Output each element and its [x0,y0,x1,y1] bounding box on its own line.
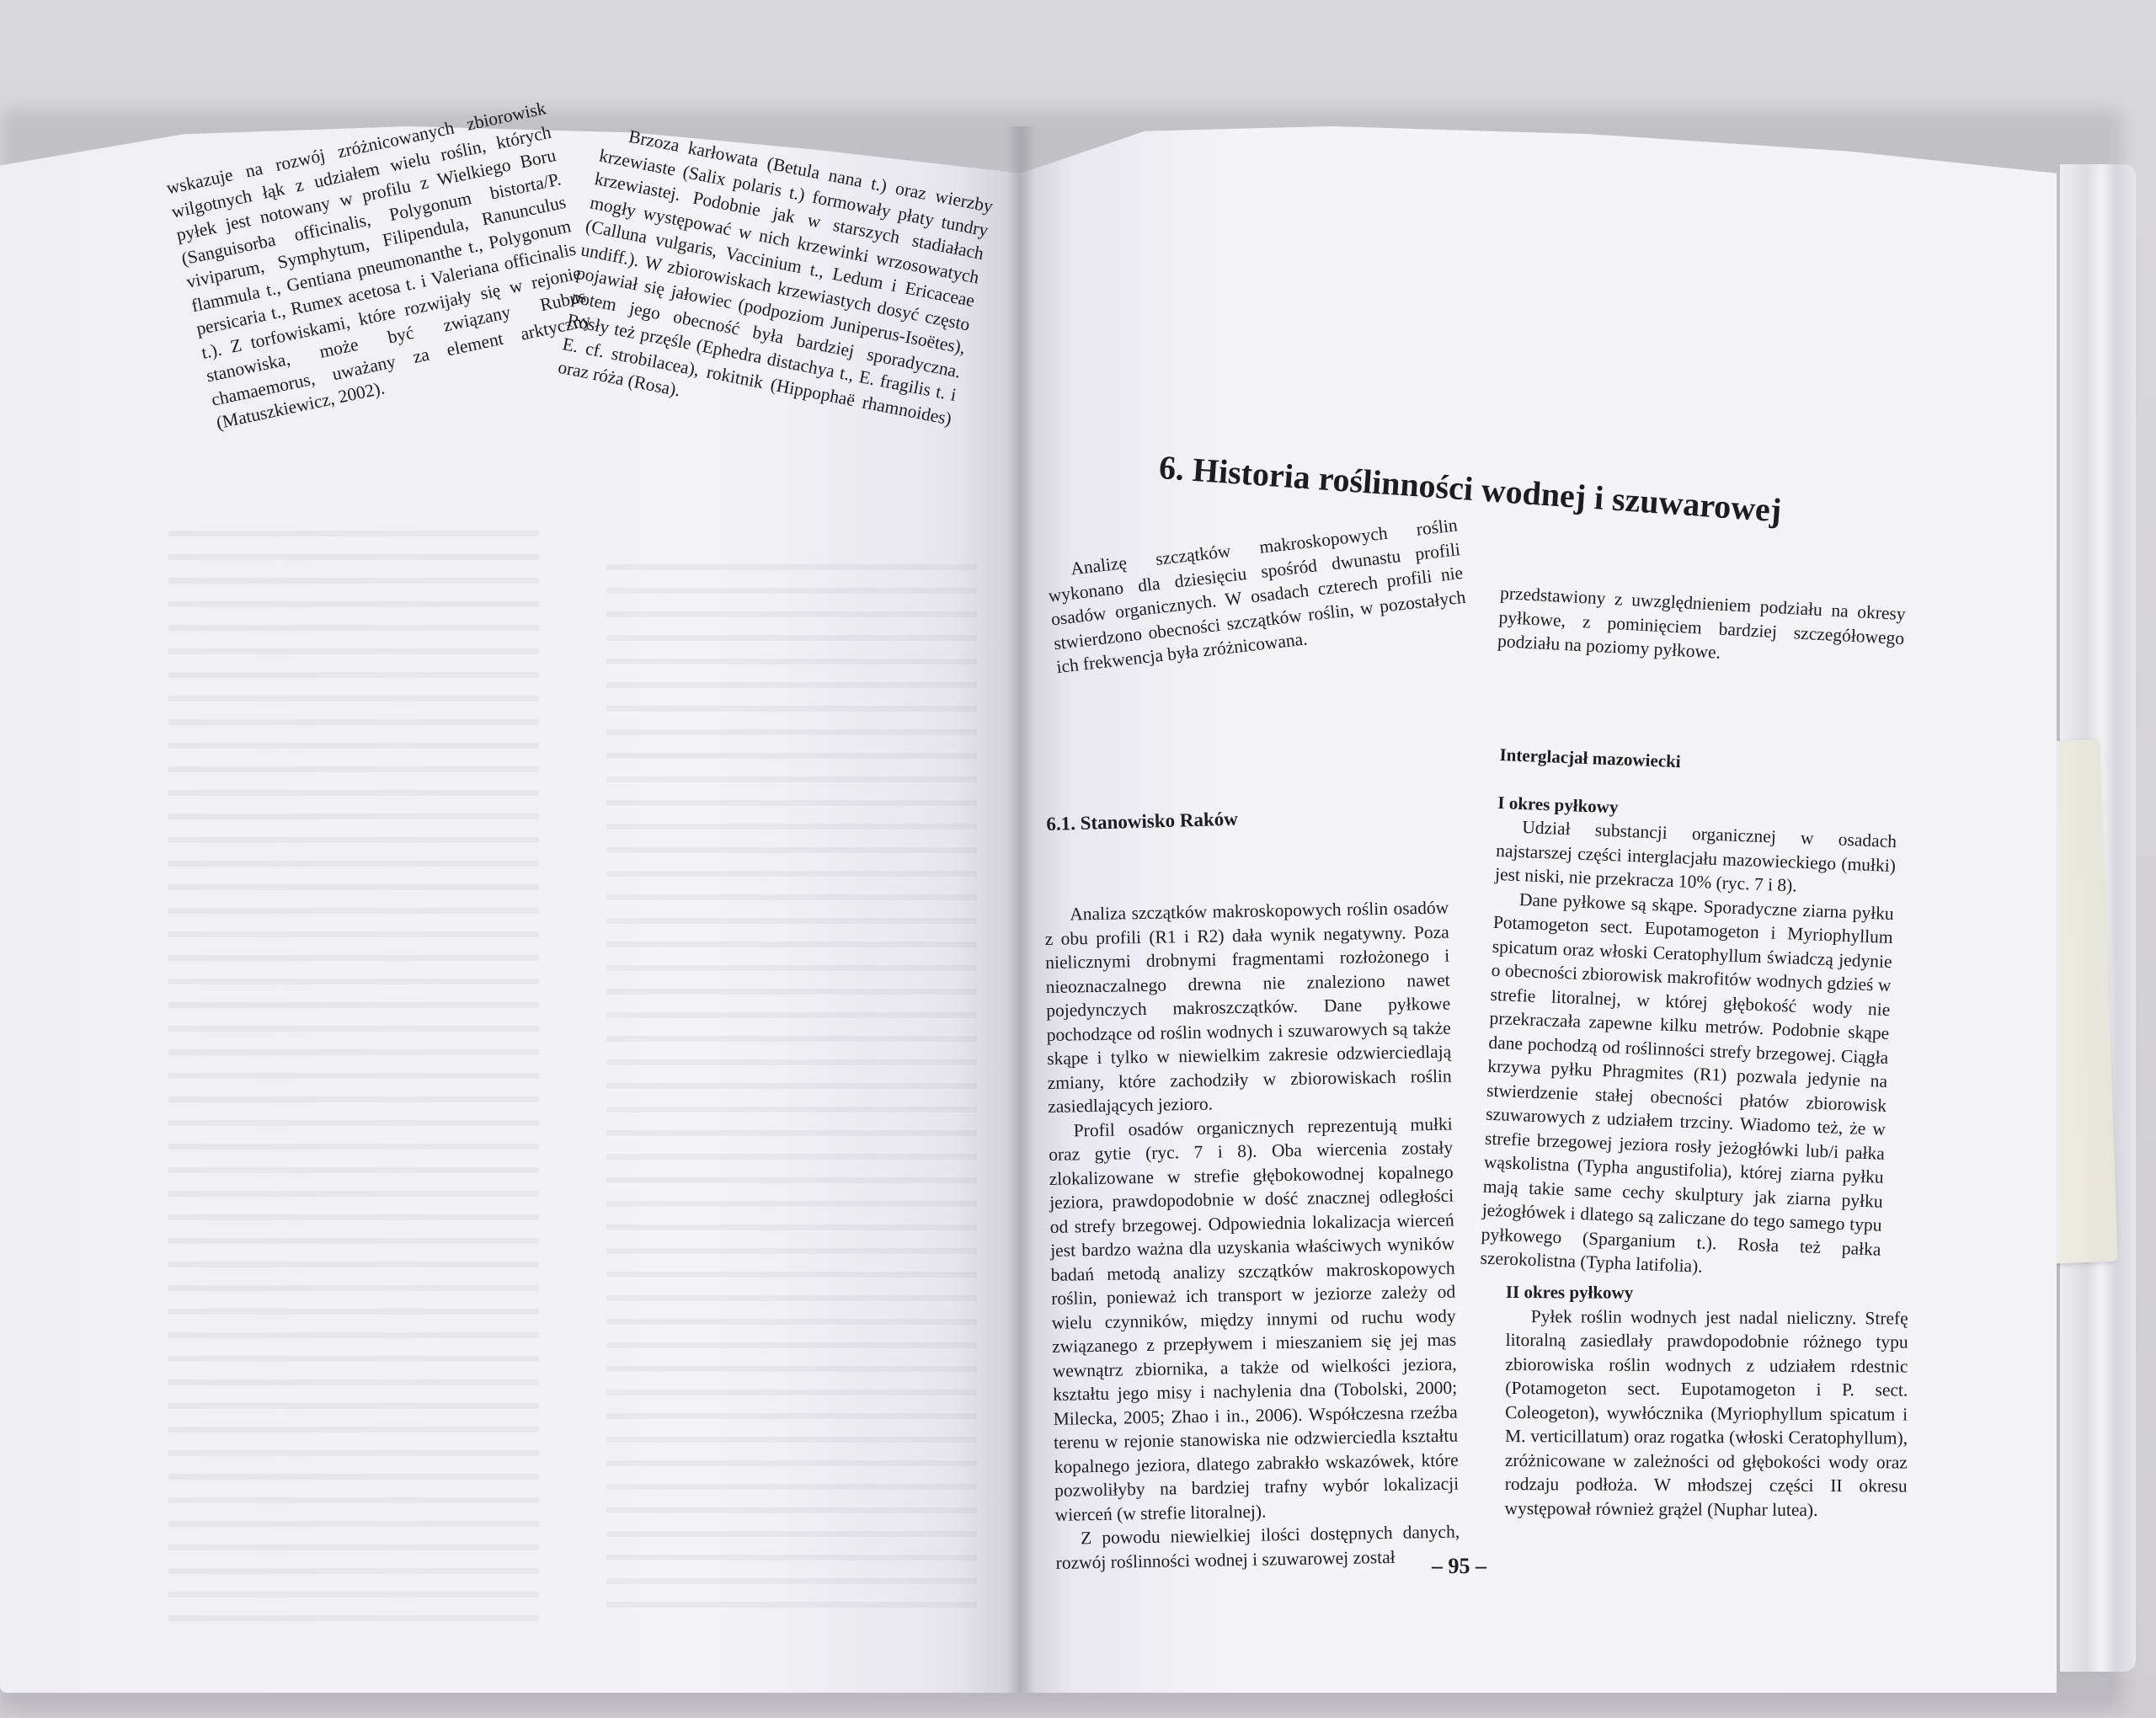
period-1-heading: I okres pyłkowy [1497,792,1619,817]
bleed-through-text [606,564,977,1625]
period-1-paragraph-2: Dane pyłkowe są skąpe. Sporadyczne ziarna pyłku Potamogeton sect. Eupotamogeton i Myriophyllum spicatum oraz włoski Ceratophyllum świadczą jedynie o obecności zbiorowisk makrofitów wodnych gdzieś w strefie litoralnej, w której głębokość wody nie przekraczała zapewne kilku metrów. Podobnie skąpe dane pochodzą od roślinności strefy brzegowej. Ciągła krzywa pyłku Phragmites (R1) pozwala jedynie na stwierdzenie stałej obecności płatów zbiorowisk szuwarowych z udziałem trzciny. Wiadomo też, że w strefie brzegowej jeziora rosły jeżogłówki lub/i pałka wąskolistna (Typha angustifolia), której ziarna pyłku mają takie same cechy skulptury jak ziarna pyłku jeżogłówek i dlatego są zaliczane do tego samego typu pyłkowego (Sparganium t.). Rosła też pałka szerokolistna (Typha latifolia). [1480,888,1895,1277]
section-6-1-paragraph-1: Analiza szczątków makroskopowych roślin osadów z obu profili (R1 i R2) dała wynik negatywny. Poza nielicznymi drobnymi fragmentami rozłożonego i nieoznaczalnego drewna nie znaleziono nawet pojedynczych makroszczątków. Dane pyłkowe pochodzące od roślin wodnych i szuwarowych są także skąpe i tylko w niewielkim zakresie odzwierciedlają zmiany, które zachodziły w zbiorowiskach roślin zasiedlających jezioro. [1044,897,1452,1117]
chapter-title: 6. Historia roślinności wodnej i szuwarowej [1157,447,1783,530]
page-number: – 95 – [1432,1554,1486,1578]
left-col1-paragraph: wskazuje na rozwój zróżnicowanych zbiorowisk wilgotnych łąk z udziałem wielu roślin, których pyłek jest notowany w profilu z Wielkiego Boru (Sanguisorba officinalis, Polygonum bistorta/P. viviparum, Symphytum, Filipendula, Ranunculus flammula t., Gentiana pneumonanthe t., Polygonum persicaria t., Rumex acetosa t. i Valeriana officinalis t.). Z torfowiskami, które rozwijały się w rejonie stanowiska, może być związany Rubus chamaemorus, uważany za element arktyczny (Matuszkiewicz, 2002). [164,98,593,434]
period-2-heading: II okres pyłkowy [1505,1282,1634,1303]
section-6-1-paragraph-3: Z powodu niewielkiej ilości dostępnych danych, rozwój roślinności wodnej i szuwarowej został [1055,1521,1460,1573]
period-1-paragraph-1: Udział substancji organicznej w osadach najstarszej części interglacjału mazowieckiego (mułki) jest niski, nie przekracza 10% (ryc. 7 i 8). [1494,817,1897,896]
right-column-2-lower [1505,1280,1908,1522]
bleed-through-text [168,531,539,1625]
period-2-paragraph: Pyłek roślin wodnych jest nadal nieliczny. Strefę litoralną zasiedlały prawdopodobnie różnego typu zbiorowiska roślin wodnych z udziałem rdestnic (Potamogeton sect. Eupotamogeton i P. sect. Coleogeton), wywłócznika (Myriophyllum spicatum i M. verticillatum) oraz rogatka (włoski Ceratophyllum), zróżnicowane w zależności od głębokości wody oraz rodzaju podłoża. W młodszej części II okresu występował również grążel (Nuphar lutea). [1504,1305,1908,1520]
book-gutter [1006,126,1035,1693]
column-2-continuation: przedstawiony z uwzględnieniem podziału na okresy pyłkowe, z pominięciem bardziej szczegółowego podziału na poziomy pyłkowe. [1497,582,1907,663]
left-col2-paragraph: Brzoza karłowata (Betula nana t.) oraz wierzby krzewiaste (Salix polaris t.) formowały płaty tundry krzewiastej. Podobnie jak w starszych stadiałach mogły występować w nich krzewinki wrzosowatych (Calluna vulgaris, Vaccinium t., Ledum i Ericaceae undiff.). W zbiorowiskach krzewiastych dosyć często pojawiał się jałowiec (podpoziom Juniperus-Isoëtes), potem jego obecność była bardziej sporadyczna. Rosły też przęśle (Ephedra distachya t., E. fragilis t. i E. cf. strobilacea), rokitnik (Hippophaë rhamnoides) oraz róża (Rosa). [556,125,995,429]
intro-paragraph: Analizę szczątków makroskopowych roślin wykonano dla dziesięciu spośród dwunastu profili osadów organicznych. W osadach czterech profili nie stwierdzono obecności szczątków roślin, w pozostałych ich frekwencja była zróżnicowana. [1047,515,1467,678]
section-6-1-body [1044,896,1460,1575]
right-column-2-body [1480,724,1901,1285]
section-6-1-heading: 6.1. Stanowisko Raków [1046,808,1239,835]
interglacial-heading: Interglacjał mazowiecki [1499,744,1682,772]
section-6-1-paragraph-2: Profil osadów organicznych reprezentują mułki oraz gytie (ryc. 7 i 8). Oba wiercenia zostały zlokalizowane w strefie głębokowodnej kopalnego jeziora, prawdopodobnie w dość znacznej odległości od strefy brzegowej. Odpowiednia lokalizacja wierceń jest bardzo ważna dla uzyskania właściwych wyników badań metodą analizy szczątków makroskopowych roślin, ponieważ ich transport w jeziorze zależy od wielu czynników, między innymi od ruchu wody związanego z przepływem i mieszaniem się jej mas wewnątrz zbiornika, a także od wielkości jeziora, kształtu jego misy i nachylenia dna (Tobolski, 2000; Milecka, 2005; Zhao i in., 2006). Współczesna rzeźba terenu w rejonie stanowiska nie odzwierciedla kształtu kopalnego jeziora, dlatego zabrakło wskazówek, które pozwoliłyby na bardziej trafny wybór lokalizacji wierceń (w strefie litoralnej). [1049,1113,1460,1525]
